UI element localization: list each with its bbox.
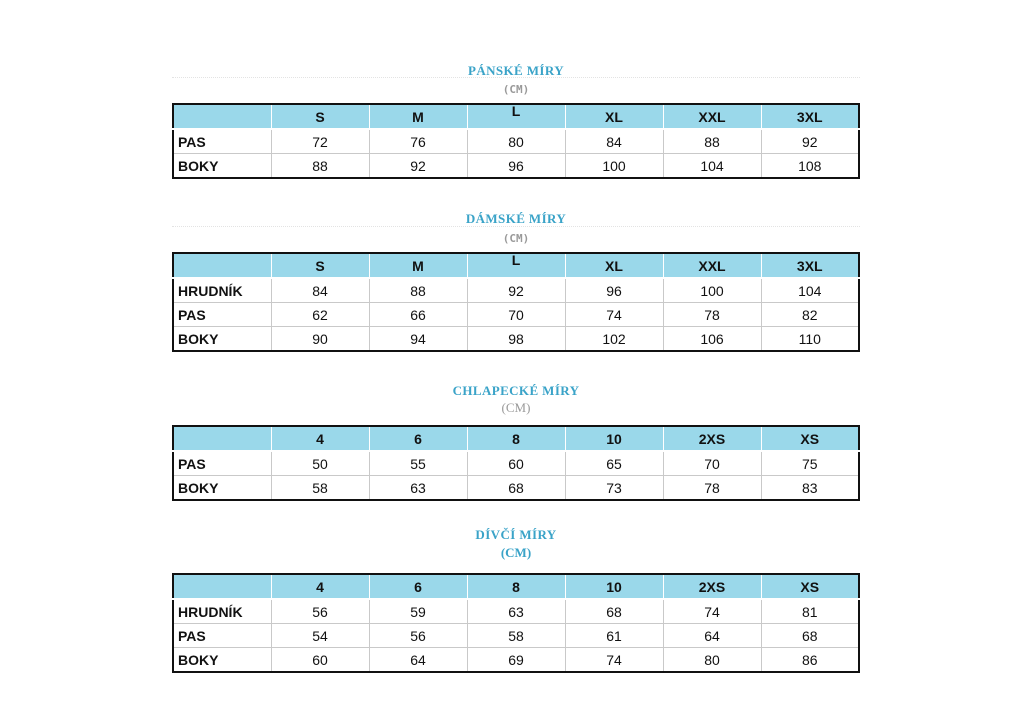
table-cell: 84 — [565, 129, 663, 154]
table-cell: 86 — [761, 648, 859, 673]
girls-size-table — [172, 573, 860, 673]
table-cell: 64 — [663, 624, 761, 648]
table-row — [173, 451, 859, 476]
table-cell: 50 — [271, 451, 369, 476]
table-row — [173, 327, 859, 352]
table-cell: 100 — [663, 278, 761, 303]
header-size: 2XS — [663, 426, 761, 451]
row-label: BOKY — [173, 154, 271, 179]
table-cell: 104 — [761, 278, 859, 303]
table-cell: 61 — [565, 624, 663, 648]
boys-size-table — [172, 425, 860, 501]
header-size: 2XS — [663, 574, 761, 599]
header-size-label: L — [511, 251, 521, 268]
table-cell: 94 — [369, 327, 467, 352]
header-size: S — [271, 104, 369, 129]
table-cell: 110 — [761, 327, 859, 352]
table-cell: 98 — [467, 327, 565, 352]
table-cell: 68 — [565, 599, 663, 624]
table-cell: 63 — [467, 599, 565, 624]
table-cell: 59 — [369, 599, 467, 624]
header-size: XL — [565, 253, 663, 278]
table-cell: 88 — [369, 278, 467, 303]
row-label: BOKY — [173, 476, 271, 501]
table-row — [173, 154, 859, 179]
table-cell: 78 — [663, 303, 761, 327]
section-title: CHLAPECKÉ MÍRY — [452, 383, 580, 398]
table-cell: 96 — [467, 154, 565, 179]
table-cell: 76 — [369, 129, 467, 154]
table-cell: 75 — [761, 451, 859, 476]
header-size: 4 — [271, 426, 369, 451]
header-size — [467, 104, 565, 129]
header-size: M — [369, 253, 467, 278]
header-size: S — [271, 253, 369, 278]
table-cell: 106 — [663, 327, 761, 352]
table-cell: 92 — [369, 154, 467, 179]
table-cell: 80 — [663, 648, 761, 673]
table-row — [173, 624, 859, 648]
mens-size-table — [172, 103, 860, 179]
header-size: M — [369, 104, 467, 129]
table-cell: 88 — [663, 129, 761, 154]
table-header-row — [173, 426, 859, 451]
table-cell: 92 — [467, 278, 565, 303]
section-unit: (CM) — [502, 232, 530, 245]
table-cell: 108 — [761, 154, 859, 179]
table-cell: 65 — [565, 451, 663, 476]
header-size: XL — [565, 104, 663, 129]
header-corner — [173, 253, 271, 278]
table-cell: 58 — [467, 624, 565, 648]
row-label: PAS — [173, 303, 271, 327]
row-label: BOKY — [173, 648, 271, 673]
table-cell: 84 — [271, 278, 369, 303]
table-cell: 90 — [271, 327, 369, 352]
table-cell: 70 — [663, 451, 761, 476]
section-unit: (CM) — [500, 545, 532, 560]
header-size: 3XL — [761, 253, 859, 278]
table-cell: 80 — [467, 129, 565, 154]
header-size: XS — [761, 426, 859, 451]
header-size: XXL — [663, 253, 761, 278]
section-title: PÁNSKÉ MÍRY — [467, 63, 565, 78]
header-size: XS — [761, 574, 859, 599]
womens-size-table — [172, 252, 860, 352]
table-row — [173, 648, 859, 673]
header-corner — [173, 574, 271, 599]
divider — [172, 77, 860, 78]
table-cell: 92 — [761, 129, 859, 154]
section-title: DÍVČÍ MÍRY — [475, 527, 557, 542]
table-row — [173, 599, 859, 624]
table-header-row — [173, 104, 859, 129]
section-title: DÁMSKÉ MÍRY — [465, 211, 567, 226]
section-unit: (CM) — [501, 400, 531, 415]
table-cell: 102 — [565, 327, 663, 352]
row-label: PAS — [173, 129, 271, 154]
table-row — [173, 303, 859, 327]
row-label: PAS — [173, 451, 271, 476]
table-cell: 60 — [271, 648, 369, 673]
table-cell: 96 — [565, 278, 663, 303]
table-cell: 74 — [663, 599, 761, 624]
header-size: 10 — [565, 426, 663, 451]
header-size — [467, 253, 565, 278]
table-cell: 55 — [369, 451, 467, 476]
header-size: 6 — [369, 426, 467, 451]
table-row — [173, 129, 859, 154]
row-label: HRUDNÍK — [173, 278, 271, 303]
header-size-label: L — [511, 102, 521, 119]
table-cell: 78 — [663, 476, 761, 501]
table-cell: 64 — [369, 648, 467, 673]
table-cell: 60 — [467, 451, 565, 476]
row-label: BOKY — [173, 327, 271, 352]
header-size: 8 — [467, 426, 565, 451]
table-cell: 104 — [663, 154, 761, 179]
table-cell: 73 — [565, 476, 663, 501]
header-size: 4 — [271, 574, 369, 599]
section-unit: (CM) — [502, 83, 530, 96]
header-size: 3XL — [761, 104, 859, 129]
header-size: 10 — [565, 574, 663, 599]
table-header-row — [173, 574, 859, 599]
table-header-row — [173, 253, 859, 278]
table-row — [173, 476, 859, 501]
table-cell: 63 — [369, 476, 467, 501]
header-corner — [173, 104, 271, 129]
row-label: PAS — [173, 624, 271, 648]
table-cell: 88 — [271, 154, 369, 179]
header-size: 8 — [467, 574, 565, 599]
table-cell: 74 — [565, 303, 663, 327]
table-cell: 100 — [565, 154, 663, 179]
header-size: XXL — [663, 104, 761, 129]
table-cell: 56 — [271, 599, 369, 624]
table-cell: 69 — [467, 648, 565, 673]
divider — [172, 226, 860, 227]
table-cell: 68 — [761, 624, 859, 648]
table-cell: 70 — [467, 303, 565, 327]
table-cell: 56 — [369, 624, 467, 648]
table-cell: 72 — [271, 129, 369, 154]
table-cell: 74 — [565, 648, 663, 673]
table-row — [173, 278, 859, 303]
header-size: 6 — [369, 574, 467, 599]
table-cell: 62 — [271, 303, 369, 327]
row-label: HRUDNÍK — [173, 599, 271, 624]
header-corner — [173, 426, 271, 451]
table-cell: 83 — [761, 476, 859, 501]
table-cell: 82 — [761, 303, 859, 327]
table-cell: 58 — [271, 476, 369, 501]
table-cell: 68 — [467, 476, 565, 501]
table-cell: 66 — [369, 303, 467, 327]
table-cell: 54 — [271, 624, 369, 648]
table-cell: 81 — [761, 599, 859, 624]
